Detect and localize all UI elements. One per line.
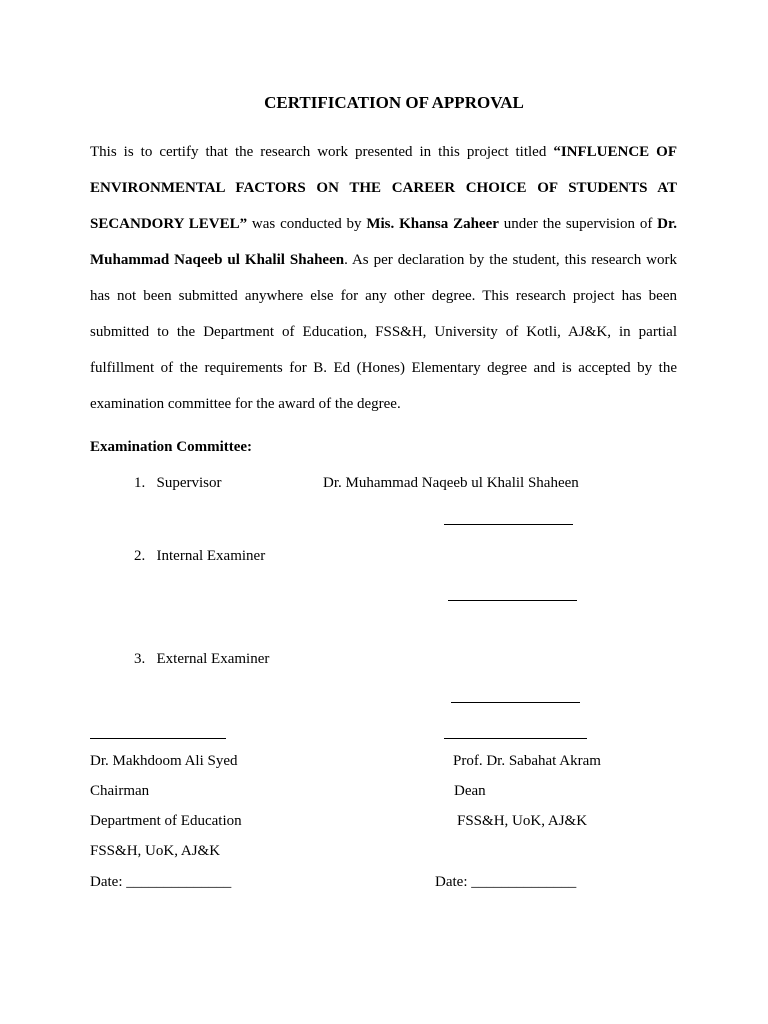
member-supervisor-label: 1. Supervisor	[134, 475, 222, 491]
member-external-examiner-label: 3. External Examiner	[134, 651, 270, 667]
certification-paragraph	[90, 134, 677, 422]
committee-heading: Examination Committee:	[90, 439, 253, 455]
chairman-date: Date: ______________	[90, 874, 232, 890]
paragraph-text: . As per declaration by the student, this research work has not been submitted anywhere else for any other degree. This research project has been submitted to the Department of Education, FSS&H, University of Kotli, AJ&K, in partial fulfillment of the requirements for B. Ed (Hones) Elementary degree and is accepted by the examination committee for the award of the degree.	[90, 252, 677, 412]
member-internal-examiner-label: 2. Internal Examiner	[134, 548, 266, 564]
page-title: CERTIFICATION OF APPROVAL	[264, 93, 524, 112]
external-examiner-signature-line	[451, 702, 580, 703]
dean-role: Dean	[454, 783, 486, 799]
supervisor-name: Dr. Muhammad Naqeeb ul Khalil Shaheen	[90, 216, 677, 268]
chairman-signature-line	[90, 738, 226, 739]
dean-date: Date: ______________	[435, 874, 577, 890]
dean-organization: FSS&H, UoK, AJ&K	[457, 813, 588, 829]
chairman-department: Department of Education	[90, 813, 242, 829]
chairman-role: Chairman	[90, 783, 150, 799]
internal-examiner-signature-line	[448, 600, 577, 601]
dean-signature-line	[444, 738, 587, 739]
student-name: Mis. Khansa Zaheer	[366, 216, 499, 232]
member-supervisor-name: Dr. Muhammad Naqeeb ul Khalil Shaheen	[323, 475, 579, 491]
paragraph-text: was conducted by	[247, 216, 367, 232]
chairman-name: Dr. Makhdoom Ali Syed	[90, 753, 238, 769]
project-title: “INFLUENCE OF ENVIRONMENTAL FACTORS ON THE CAREER CHOICE OF STUDENTS AT SECANDORY LEVEL”	[90, 144, 677, 232]
chairman-organization: FSS&H, UoK, AJ&K	[90, 843, 221, 859]
supervisor-signature-line	[444, 524, 573, 525]
paragraph-text: under the supervision of	[498, 216, 658, 232]
dean-name: Prof. Dr. Sabahat Akram	[453, 753, 601, 769]
paragraph-text: This is to certify that the research work presented in this project titled	[90, 144, 554, 160]
